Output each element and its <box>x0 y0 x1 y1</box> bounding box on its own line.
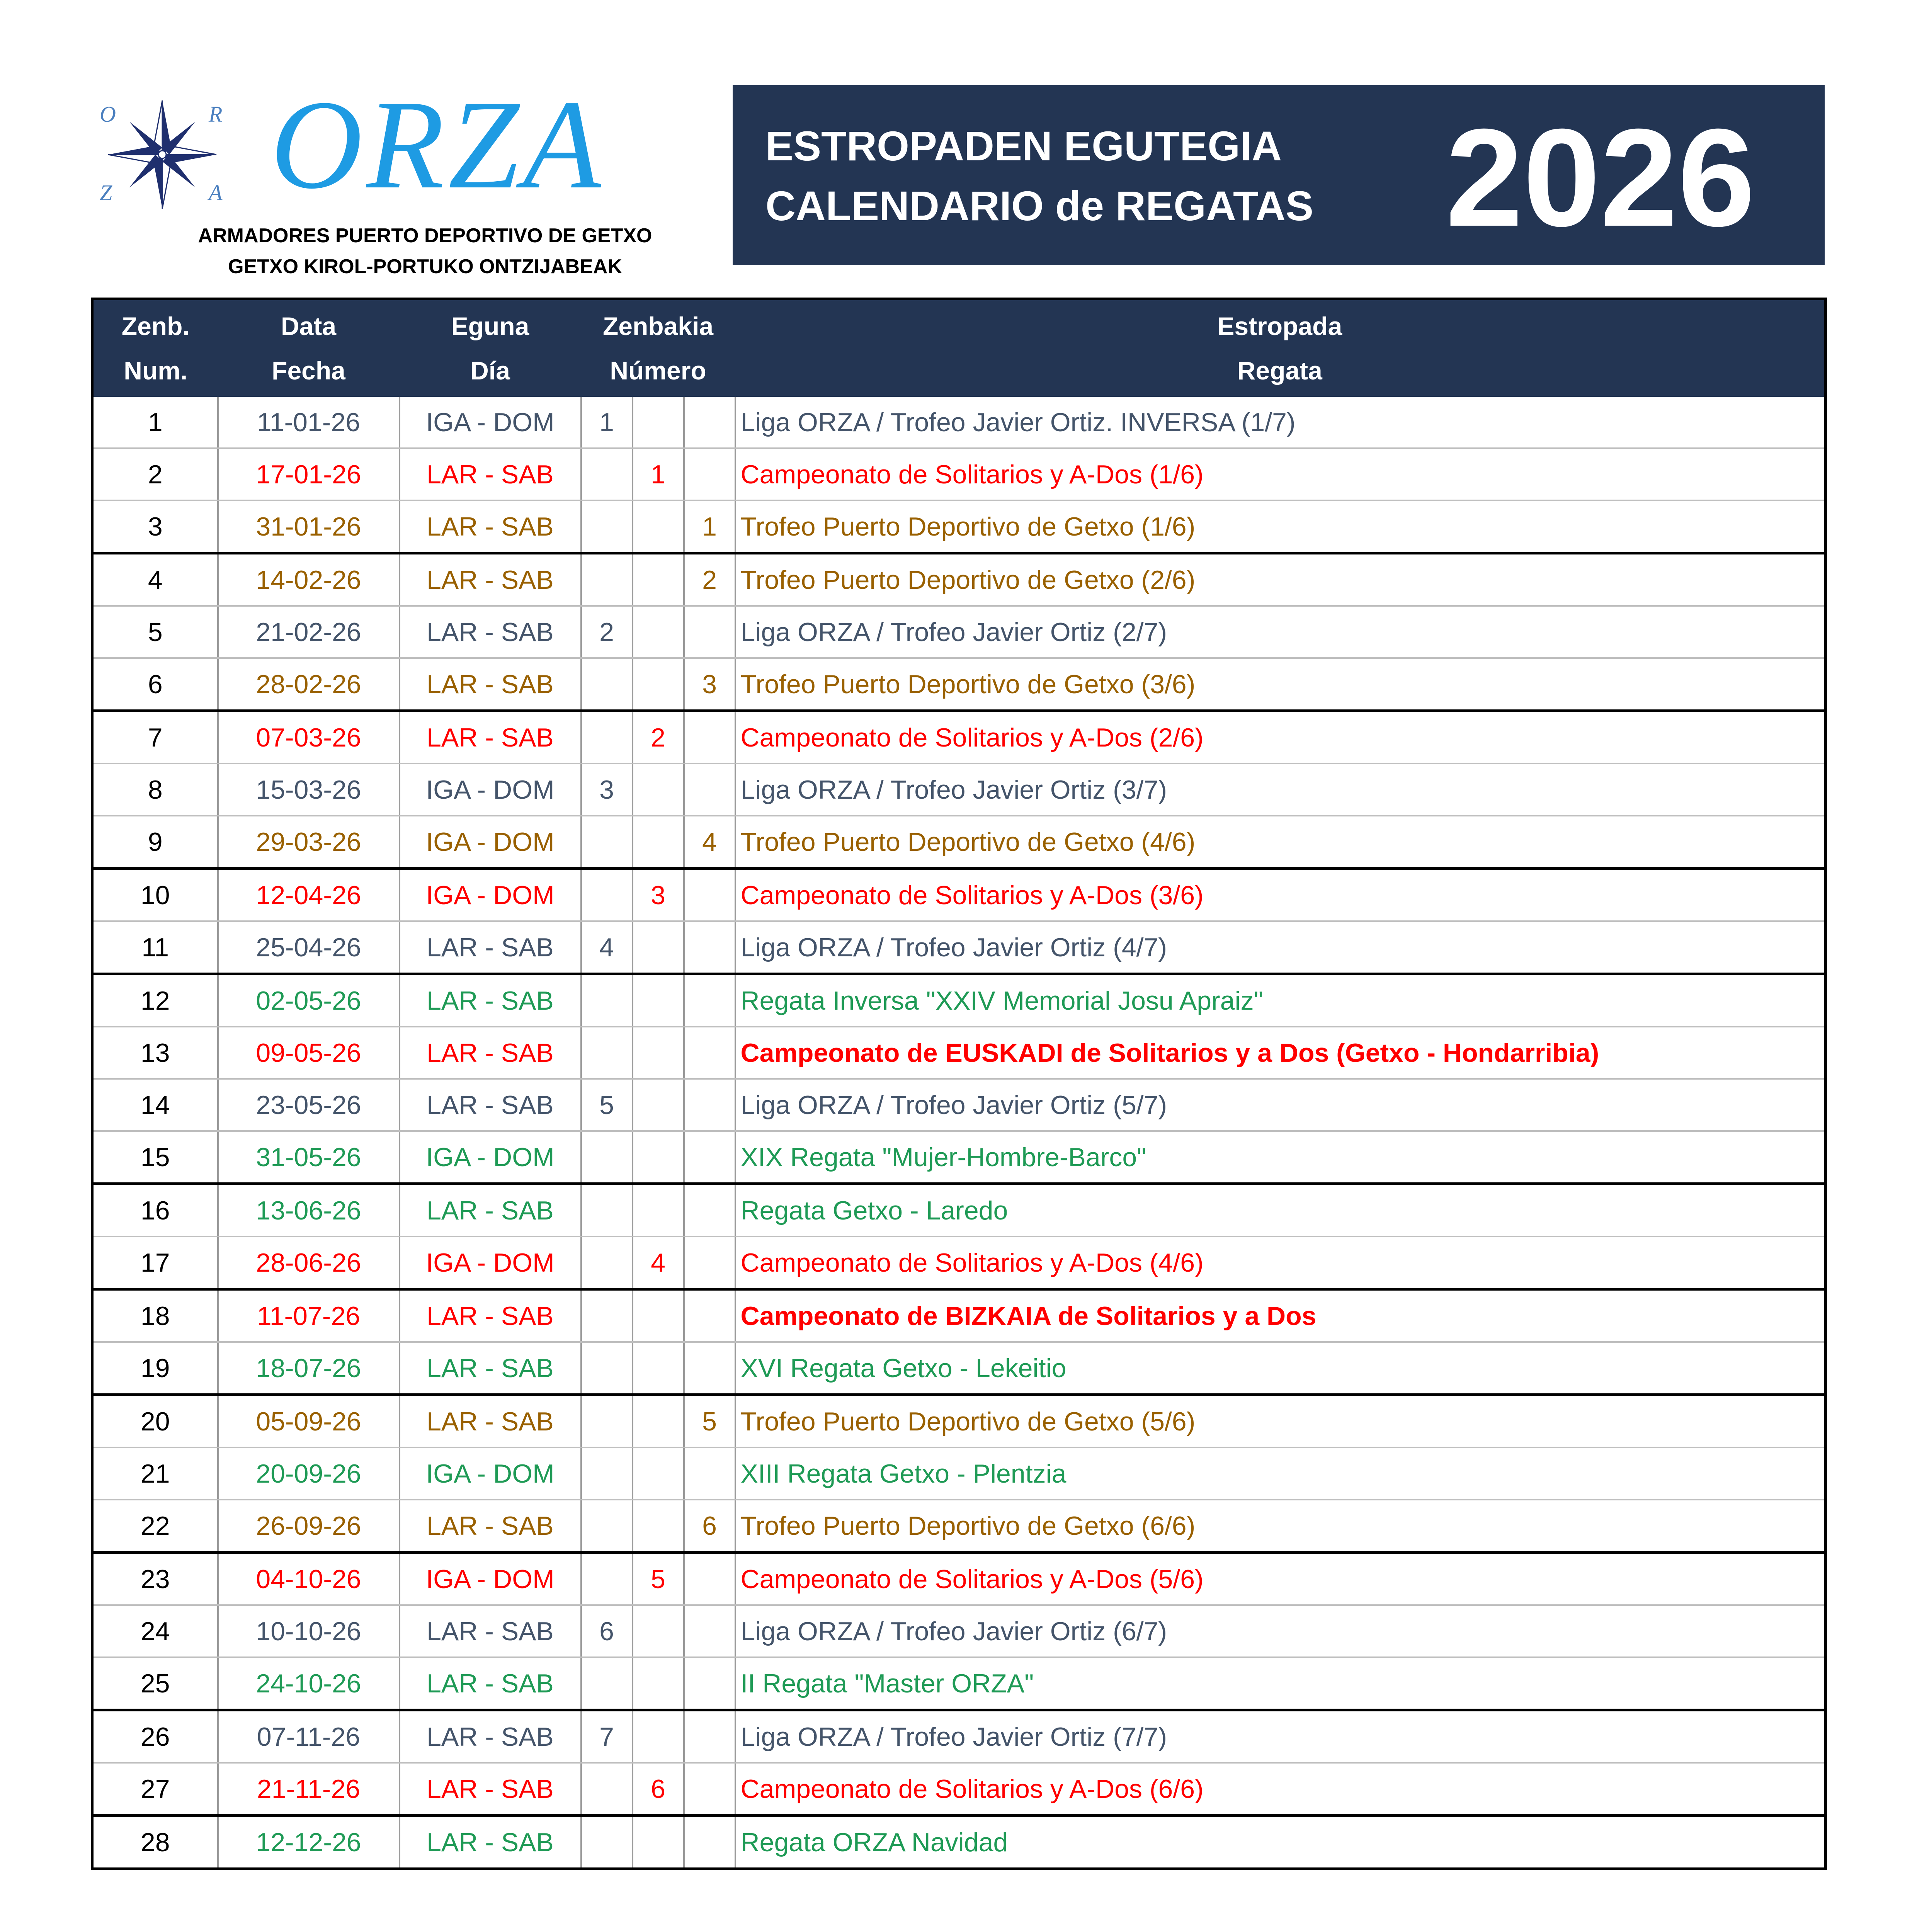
club-name-es: ARMADORES PUERTO DEPORTIVO DE GETXO <box>198 224 652 247</box>
row-race-name: Campeonato de Solitarios y A-Dos (1/6) <box>735 448 1826 500</box>
table-body <box>92 397 1826 1869</box>
row-liga-number: 2 <box>581 606 633 658</box>
row-day: LAR - SAB <box>400 1500 581 1553</box>
row-solitarios-number <box>633 1289 684 1342</box>
row-date: 21-02-26 <box>218 606 400 658</box>
table-header <box>92 299 1826 397</box>
row-date: 14-02-26 <box>218 553 400 606</box>
row-day: LAR - SAB <box>400 1657 581 1710</box>
row-solitarios-number: 2 <box>633 711 684 764</box>
row-number: 28 <box>92 1816 218 1869</box>
header-number-eu: Zenbakia <box>581 299 735 349</box>
row-trofeo-number <box>684 921 735 974</box>
row-liga-number <box>581 1657 633 1710</box>
table-row <box>92 1553 1826 1605</box>
row-number: 13 <box>92 1027 218 1079</box>
row-number: 21 <box>92 1447 218 1500</box>
row-date: 21-11-26 <box>218 1763 400 1816</box>
table-row <box>92 1710 1826 1763</box>
row-trofeo-number <box>684 974 735 1027</box>
table-row <box>92 921 1826 974</box>
row-race-name: Campeonato de Solitarios y A-Dos (6/6) <box>735 1763 1826 1816</box>
row-day: LAR - SAB <box>400 921 581 974</box>
title-year: 2026 <box>1446 100 1755 255</box>
row-liga-number <box>581 1763 633 1816</box>
row-race-name: XIX Regata "Mujer-Hombre-Barco" <box>735 1131 1826 1184</box>
row-liga-number: 6 <box>581 1605 633 1657</box>
row-race-name: Trofeo Puerto Deportivo de Getxo (4/6) <box>735 816 1826 869</box>
row-trofeo-number <box>684 1763 735 1816</box>
row-liga-number <box>581 711 633 764</box>
table-row <box>92 658 1826 711</box>
row-number: 18 <box>92 1289 218 1342</box>
table-row <box>92 1657 1826 1710</box>
row-date: 11-07-26 <box>218 1289 400 1342</box>
table-row <box>92 764 1826 816</box>
row-number: 23 <box>92 1553 218 1605</box>
row-number: 17 <box>92 1236 218 1289</box>
row-race-name: Campeonato de BIZKAIA de Solitarios y a Dos <box>735 1289 1826 1342</box>
row-date: 07-11-26 <box>218 1710 400 1763</box>
row-liga-number <box>581 816 633 869</box>
table-row <box>92 1236 1826 1289</box>
row-race-name: Trofeo Puerto Deportivo de Getxo (3/6) <box>735 658 1826 711</box>
row-race-name: Trofeo Puerto Deportivo de Getxo (5/6) <box>735 1395 1826 1448</box>
row-trofeo-number: 3 <box>684 658 735 711</box>
row-liga-number <box>581 500 633 553</box>
row-solitarios-number <box>633 1395 684 1448</box>
row-date: 05-09-26 <box>218 1395 400 1448</box>
table-row <box>92 1605 1826 1657</box>
row-trofeo-number: 4 <box>684 816 735 869</box>
table-row <box>92 1500 1826 1553</box>
row-day: LAR - SAB <box>400 1605 581 1657</box>
row-day: LAR - SAB <box>400 658 581 711</box>
row-date: 26-09-26 <box>218 1500 400 1553</box>
table-row <box>92 1131 1826 1184</box>
table-row <box>92 711 1826 764</box>
row-solitarios-number <box>633 816 684 869</box>
table-row <box>92 1447 1826 1500</box>
row-day: LAR - SAB <box>400 1027 581 1079</box>
row-day: LAR - SAB <box>400 500 581 553</box>
row-solitarios-number <box>633 1657 684 1710</box>
table-row <box>92 1342 1826 1395</box>
row-solitarios-number <box>633 921 684 974</box>
row-date: 02-05-26 <box>218 974 400 1027</box>
row-liga-number <box>581 1342 633 1395</box>
row-date: 10-10-26 <box>218 1605 400 1657</box>
header-race-eu: Estropada <box>735 299 1826 349</box>
row-day: IGA - DOM <box>400 1131 581 1184</box>
row-race-name: Regata ORZA Navidad <box>735 1816 1826 1869</box>
row-trofeo-number <box>684 606 735 658</box>
row-solitarios-number <box>633 606 684 658</box>
row-liga-number: 4 <box>581 921 633 974</box>
row-date: 25-04-26 <box>218 921 400 974</box>
row-trofeo-number <box>684 1131 735 1184</box>
row-race-name: Regata Getxo - Laredo <box>735 1184 1826 1237</box>
row-number: 7 <box>92 711 218 764</box>
table-row <box>92 1816 1826 1869</box>
row-day: LAR - SAB <box>400 448 581 500</box>
compass-letter-o: O <box>100 102 116 127</box>
row-trofeo-number: 6 <box>684 1500 735 1553</box>
table-row <box>92 1289 1826 1342</box>
header-day-eu: Eguna <box>400 299 581 349</box>
row-liga-number: 3 <box>581 764 633 816</box>
row-solitarios-number <box>633 1500 684 1553</box>
row-date: 04-10-26 <box>218 1553 400 1605</box>
row-day: IGA - DOM <box>400 1553 581 1605</box>
row-day: LAR - SAB <box>400 1342 581 1395</box>
row-solitarios-number <box>633 1131 684 1184</box>
row-race-name: Trofeo Puerto Deportivo de Getxo (6/6) <box>735 1500 1826 1553</box>
row-number: 9 <box>92 816 218 869</box>
row-race-name: Liga ORZA / Trofeo Javier Ortiz (7/7) <box>735 1710 1826 1763</box>
row-race-name: Regata Inversa "XXIV Memorial Josu Apraiz" <box>735 974 1826 1027</box>
row-solitarios-number <box>633 658 684 711</box>
row-number: 22 <box>92 1500 218 1553</box>
row-day: IGA - DOM <box>400 1236 581 1289</box>
row-number: 5 <box>92 606 218 658</box>
row-liga-number <box>581 658 633 711</box>
row-date: 23-05-26 <box>218 1079 400 1131</box>
row-day: LAR - SAB <box>400 1184 581 1237</box>
row-date: 15-03-26 <box>218 764 400 816</box>
row-date: 17-01-26 <box>218 448 400 500</box>
row-trofeo-number <box>684 448 735 500</box>
row-race-name: Liga ORZA / Trofeo Javier Ortiz (3/7) <box>735 764 1826 816</box>
row-date: 28-02-26 <box>218 658 400 711</box>
row-number: 19 <box>92 1342 218 1395</box>
row-trofeo-number <box>684 1710 735 1763</box>
row-race-name: Campeonato de EUSKADI de Solitarios y a Dos (Getxo - Hondarribia) <box>735 1027 1826 1079</box>
row-solitarios-number <box>633 1605 684 1657</box>
row-day: LAR - SAB <box>400 711 581 764</box>
row-liga-number <box>581 1553 633 1605</box>
row-liga-number <box>581 869 633 922</box>
row-liga-number <box>581 974 633 1027</box>
table-row <box>92 974 1826 1027</box>
row-liga-number: 5 <box>581 1079 633 1131</box>
row-trofeo-number <box>684 1289 735 1342</box>
table-row <box>92 448 1826 500</box>
row-date: 29-03-26 <box>218 816 400 869</box>
row-date: 31-01-26 <box>218 500 400 553</box>
row-solitarios-number <box>633 1342 684 1395</box>
orza-wordmark: ORZA <box>270 74 605 215</box>
row-trofeo-number <box>684 764 735 816</box>
row-liga-number: 7 <box>581 1710 633 1763</box>
row-date: 07-03-26 <box>218 711 400 764</box>
regatta-calendar-table <box>91 298 1827 1870</box>
table-row <box>92 1763 1826 1816</box>
table-row <box>92 869 1826 922</box>
row-trofeo-number <box>684 1605 735 1657</box>
row-trofeo-number <box>684 1447 735 1500</box>
row-number: 27 <box>92 1763 218 1816</box>
row-day: IGA - DOM <box>400 816 581 869</box>
table-row <box>92 397 1826 448</box>
title-es: CALENDARIO de REGATAS <box>765 182 1314 229</box>
row-day: LAR - SAB <box>400 606 581 658</box>
row-race-name: Liga ORZA / Trofeo Javier Ortiz (6/7) <box>735 1605 1826 1657</box>
row-trofeo-number <box>684 1553 735 1605</box>
header-race-es: Regata <box>735 349 1826 397</box>
row-number: 11 <box>92 921 218 974</box>
row-solitarios-number <box>633 974 684 1027</box>
row-liga-number: 1 <box>581 397 633 448</box>
club-name <box>135 220 715 282</box>
row-number: 6 <box>92 658 218 711</box>
row-solitarios-number <box>633 1816 684 1869</box>
row-race-name: XIII Regata Getxo - Plentzia <box>735 1447 1826 1500</box>
row-liga-number <box>581 1184 633 1237</box>
row-solitarios-number <box>633 500 684 553</box>
compass-letter-z: Z <box>100 180 112 205</box>
row-solitarios-number <box>633 553 684 606</box>
row-solitarios-number: 4 <box>633 1236 684 1289</box>
row-number: 24 <box>92 1605 218 1657</box>
row-date: 12-12-26 <box>218 1816 400 1869</box>
row-liga-number <box>581 1027 633 1079</box>
row-trofeo-number <box>684 1657 735 1710</box>
table-row <box>92 1027 1826 1079</box>
row-day: LAR - SAB <box>400 1763 581 1816</box>
row-solitarios-number <box>633 1027 684 1079</box>
row-day: IGA - DOM <box>400 397 581 448</box>
row-trofeo-number <box>684 1342 735 1395</box>
row-number: 15 <box>92 1131 218 1184</box>
row-solitarios-number <box>633 1184 684 1237</box>
row-date: 20-09-26 <box>218 1447 400 1500</box>
row-day: LAR - SAB <box>400 553 581 606</box>
row-race-name: XVI Regata Getxo - Lekeitio <box>735 1342 1826 1395</box>
row-number: 3 <box>92 500 218 553</box>
row-race-name: Liga ORZA / Trofeo Javier Ortiz. INVERSA (1/7) <box>735 397 1826 448</box>
header-date-eu: Data <box>218 299 400 349</box>
row-liga-number <box>581 1500 633 1553</box>
row-date: 11-01-26 <box>218 397 400 448</box>
orza-logo <box>97 74 696 278</box>
row-number: 12 <box>92 974 218 1027</box>
row-trofeo-number: 5 <box>684 1395 735 1448</box>
title-eu: ESTROPADEN EGUTEGIA <box>765 122 1282 169</box>
row-solitarios-number: 6 <box>633 1763 684 1816</box>
row-date: 28-06-26 <box>218 1236 400 1289</box>
row-date: 09-05-26 <box>218 1027 400 1079</box>
row-trofeo-number: 1 <box>684 500 735 553</box>
row-race-name: Liga ORZA / Trofeo Javier Ortiz (5/7) <box>735 1079 1826 1131</box>
row-day: LAR - SAB <box>400 1395 581 1448</box>
row-date: 31-05-26 <box>218 1131 400 1184</box>
row-trofeo-number <box>684 711 735 764</box>
row-date: 24-10-26 <box>218 1657 400 1710</box>
row-liga-number <box>581 448 633 500</box>
row-date: 13-06-26 <box>218 1184 400 1237</box>
title-banner <box>733 85 1825 265</box>
row-number: 8 <box>92 764 218 816</box>
row-number: 26 <box>92 1710 218 1763</box>
row-solitarios-number <box>633 1079 684 1131</box>
compass-letter-r: R <box>209 102 223 127</box>
table-row <box>92 816 1826 869</box>
row-solitarios-number: 1 <box>633 448 684 500</box>
row-race-name: Liga ORZA / Trofeo Javier Ortiz (4/7) <box>735 921 1826 974</box>
row-day: LAR - SAB <box>400 974 581 1027</box>
row-race-name: Campeonato de Solitarios y A-Dos (3/6) <box>735 869 1826 922</box>
row-day: IGA - DOM <box>400 869 581 922</box>
header-date-es: Fecha <box>218 349 400 397</box>
row-number: 20 <box>92 1395 218 1448</box>
header-number-es: Número <box>581 349 735 397</box>
table-row <box>92 1184 1826 1237</box>
row-number: 14 <box>92 1079 218 1131</box>
row-number: 25 <box>92 1657 218 1710</box>
row-trofeo-number <box>684 869 735 922</box>
row-day: LAR - SAB <box>400 1289 581 1342</box>
row-liga-number <box>581 1289 633 1342</box>
row-race-name: Campeonato de Solitarios y A-Dos (2/6) <box>735 711 1826 764</box>
compass-rose-icon <box>97 97 228 213</box>
row-solitarios-number <box>633 1710 684 1763</box>
row-date: 18-07-26 <box>218 1342 400 1395</box>
row-liga-number <box>581 1395 633 1448</box>
row-liga-number <box>581 1816 633 1869</box>
row-solitarios-number <box>633 764 684 816</box>
row-number: 16 <box>92 1184 218 1237</box>
row-day: LAR - SAB <box>400 1710 581 1763</box>
row-day: IGA - DOM <box>400 1447 581 1500</box>
header-day-es: Día <box>400 349 581 397</box>
club-name-eu: GETXO KIROL-PORTUKO ONTZIJABEAK <box>228 255 622 278</box>
row-liga-number <box>581 1447 633 1500</box>
table-row <box>92 553 1826 606</box>
row-trofeo-number <box>684 1236 735 1289</box>
row-day: LAR - SAB <box>400 1816 581 1869</box>
row-solitarios-number <box>633 397 684 448</box>
row-date: 12-04-26 <box>218 869 400 922</box>
row-solitarios-number: 3 <box>633 869 684 922</box>
row-number: 1 <box>92 397 218 448</box>
row-number: 2 <box>92 448 218 500</box>
row-liga-number <box>581 1236 633 1289</box>
row-trofeo-number: 2 <box>684 553 735 606</box>
row-trofeo-number <box>684 397 735 448</box>
row-solitarios-number <box>633 1447 684 1500</box>
table-row <box>92 1395 1826 1448</box>
row-day: IGA - DOM <box>400 764 581 816</box>
row-race-name: Trofeo Puerto Deportivo de Getxo (2/6) <box>735 553 1826 606</box>
row-number: 10 <box>92 869 218 922</box>
row-solitarios-number: 5 <box>633 1553 684 1605</box>
row-race-name: Trofeo Puerto Deportivo de Getxo (1/6) <box>735 500 1826 553</box>
row-race-name: Campeonato de Solitarios y A-Dos (4/6) <box>735 1236 1826 1289</box>
row-trofeo-number <box>684 1079 735 1131</box>
table-row <box>92 500 1826 553</box>
row-trofeo-number <box>684 1027 735 1079</box>
row-liga-number <box>581 553 633 606</box>
table-row <box>92 1079 1826 1131</box>
row-day: LAR - SAB <box>400 1079 581 1131</box>
row-race-name: II Regata "Master ORZA" <box>735 1657 1826 1710</box>
row-number: 4 <box>92 553 218 606</box>
compass-letter-a: A <box>209 180 223 205</box>
row-trofeo-number <box>684 1184 735 1237</box>
row-race-name: Campeonato de Solitarios y A-Dos (5/6) <box>735 1553 1826 1605</box>
row-liga-number <box>581 1131 633 1184</box>
row-trofeo-number <box>684 1816 735 1869</box>
header-num-es: Num. <box>92 349 218 397</box>
header-num-eu: Zenb. <box>92 299 218 349</box>
row-race-name: Liga ORZA / Trofeo Javier Ortiz (2/7) <box>735 606 1826 658</box>
table-row <box>92 606 1826 658</box>
